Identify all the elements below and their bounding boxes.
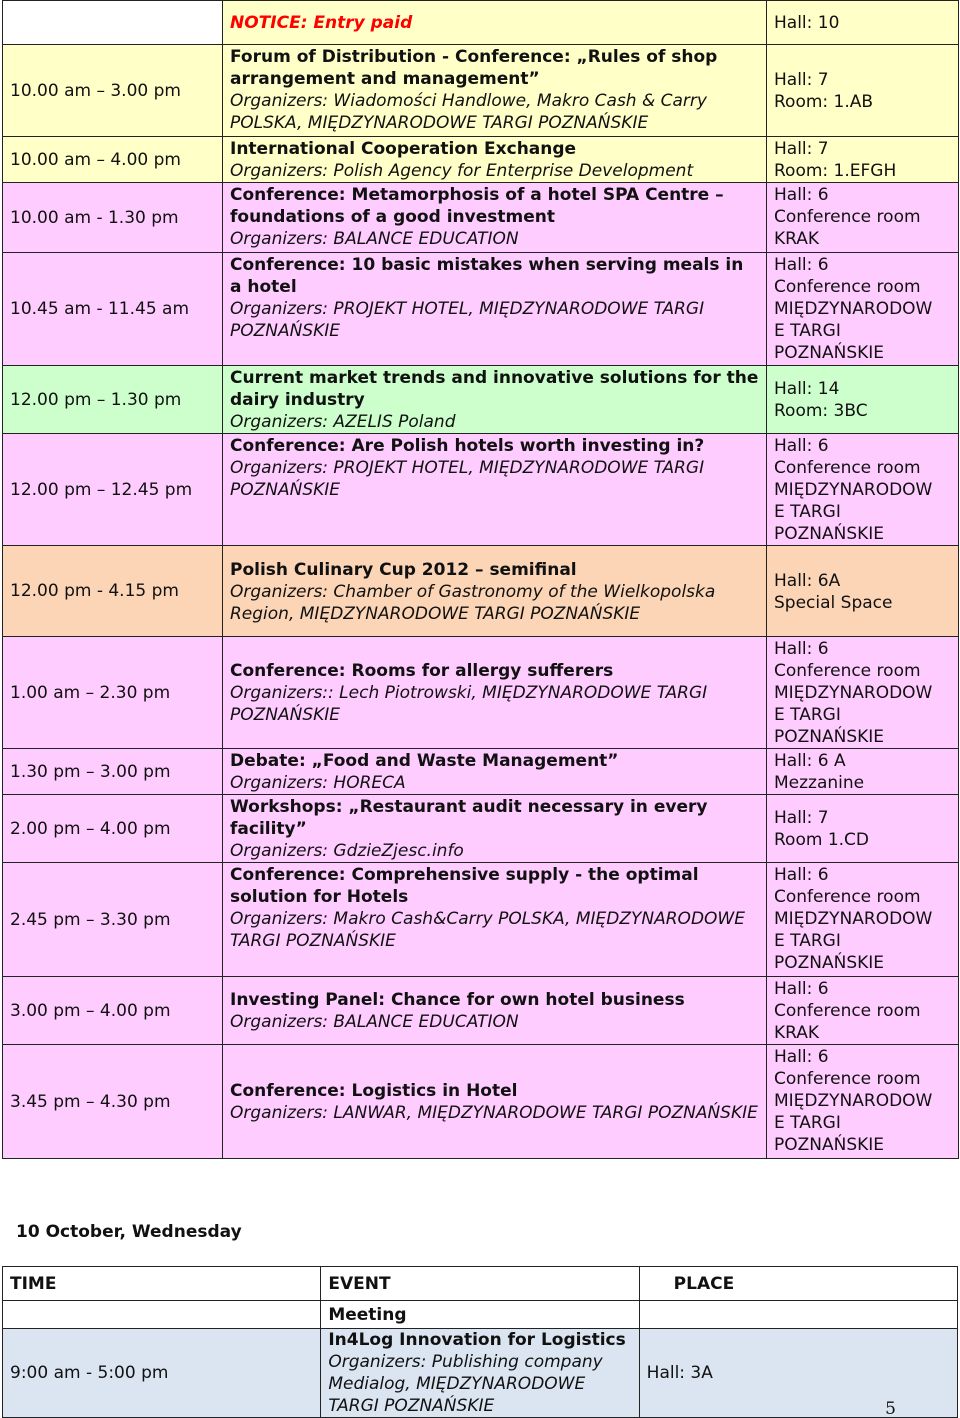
table-row	[3, 749, 959, 795]
event-time: 12.00 pm – 1.30 pm	[3, 366, 223, 434]
event-cell	[223, 253, 767, 366]
event-cell	[223, 1045, 767, 1159]
event-time: 12.00 pm - 4.15 pm	[3, 546, 223, 637]
event-time: 3.45 pm – 4.30 pm	[3, 1045, 223, 1159]
event-place: Hall: 7 Room: 1.EFGH	[767, 137, 959, 183]
event-organizers: Organizers: AZELIS Poland	[230, 412, 456, 432]
event-time: 2.45 pm – 3.30 pm	[3, 863, 223, 977]
event-organizers: Organizers: PROJEKT HOTEL, MIĘDZYNARODOWE TARGI POZNAŃSKIE	[230, 458, 705, 500]
event-time: 10.00 am - 1.30 pm	[3, 183, 223, 253]
notice-place: Hall: 10	[767, 1, 959, 45]
table-row	[3, 977, 959, 1045]
event-cell	[223, 795, 767, 863]
event-organizers: Organizers: Makro Cash&Carry POLSKA, MIĘDZYNARODOWE TARGI POZNAŃSKIE	[230, 909, 745, 951]
event-organizers: Organizers: Chamber of Gastronomy of the Wielkopolska Region, MIĘDZYNARODOWE TARGI POZNAŃSKIE	[230, 581, 716, 624]
event-place: Hall: 6 Conference room KRAK	[767, 977, 959, 1045]
table-row	[3, 45, 959, 137]
event-place: Hall: 7 Room: 1.AB	[767, 45, 959, 137]
event-organizers: Organizers: LANWAR, MIĘDZYNARODOWE TARGI POZNAŃSKIE	[230, 1103, 758, 1123]
table-row	[3, 366, 959, 434]
event-cell	[223, 546, 767, 637]
event-cell	[223, 749, 767, 795]
event-title: Investing Panel: Chance for own hotel business	[230, 990, 685, 1010]
table-row	[3, 1329, 958, 1418]
event-organizers: Organizers: GdzieZjesc.info	[230, 841, 464, 861]
event-place: Hall: 6A Special Space	[767, 546, 959, 637]
notice-row	[3, 1, 959, 45]
event-organizers: Organizers: HORECA	[230, 773, 406, 793]
event-place: Hall: 6 Conference room MIĘDZYNARODOW E TARGI POZNAŃSKIE	[767, 637, 959, 749]
event-cell	[223, 434, 767, 546]
event-title: Conference: Are Polish hotels worth investing in?	[230, 436, 705, 456]
schedule-table	[2, 0, 959, 1159]
table-row	[3, 637, 959, 749]
event-organizers: Organizers: Polish Agency for Enterprise Development	[230, 161, 694, 181]
event-cell	[223, 863, 767, 977]
event-cell	[321, 1329, 639, 1418]
day-heading: 10 October, Wednesday	[16, 1222, 242, 1242]
empty-place-cell	[639, 1301, 957, 1329]
event-place: Hall: 6 Conference room MIĘDZYNARODOW E TARGI POZNAŃSKIE	[767, 863, 959, 977]
event-cell	[223, 366, 767, 434]
event-time: 3.00 pm – 4.00 pm	[3, 977, 223, 1045]
header-row	[3, 1267, 958, 1301]
event-cell	[223, 183, 767, 253]
event-place: Hall: 6 Conference room MIĘDZYNARODOW E TARGI POZNAŃSKIE	[767, 253, 959, 366]
column-header-time: TIME	[3, 1267, 321, 1301]
empty-time-cell	[3, 1, 223, 45]
event-title: In4Log Innovation for Logistics	[328, 1330, 626, 1350]
event-title: Workshops: „Restaurant audit necessary in every facility”	[230, 797, 708, 839]
event-title: Conference: 10 basic mistakes when serving meals in a hotel	[230, 255, 744, 297]
event-cell	[223, 977, 767, 1045]
event-organizers: Organizers: BALANCE EDUCATION	[230, 229, 519, 249]
event-time: 1.00 am – 2.30 pm	[3, 637, 223, 749]
event-cell	[223, 637, 767, 749]
event-place: Hall: 3A	[639, 1329, 957, 1418]
event-cell	[223, 45, 767, 137]
column-header-event: EVENT	[321, 1267, 639, 1301]
page-number: 5	[885, 1399, 896, 1418]
event-place: Hall: 14 Room: 3BC	[767, 366, 959, 434]
event-time: 10.45 am - 11.45 am	[3, 253, 223, 366]
event-place: Hall: 7 Room 1.CD	[767, 795, 959, 863]
event-place: Hall: 6 Conference room MIĘDZYNARODOW E TARGI POZNAŃSKIE	[767, 1045, 959, 1159]
event-title: International Cooperation Exchange	[230, 139, 577, 159]
event-cell	[223, 137, 767, 183]
event-title: Conference: Logistics in Hotel	[230, 1081, 518, 1101]
empty-time-cell	[3, 1301, 321, 1329]
event-title: Polish Culinary Cup 2012 – semifinal	[230, 559, 577, 580]
event-title: Current market trends and innovative solutions for the dairy industry	[230, 368, 759, 410]
event-title: Conference: Comprehensive supply - the optimal solution for Hotels	[230, 865, 699, 907]
table-row	[3, 546, 959, 637]
table-row	[3, 1301, 958, 1329]
table-row	[3, 434, 959, 546]
event-place: Hall: 6 Conference room MIĘDZYNARODOW E TARGI POZNAŃSKIE	[767, 434, 959, 546]
event-title: Debate: „Food and Waste Management”	[230, 751, 619, 771]
event-organizers: Organizers: Publishing company Medialog, MIĘDZYNARODOWE TARGI POZNAŃSKIE	[328, 1352, 603, 1416]
event-title: Conference: Rooms for allergy sufferers	[230, 661, 614, 681]
table-row	[3, 137, 959, 183]
event-place: Hall: 6 Conference room KRAK	[767, 183, 959, 253]
event-organizers: Organizers: Wiadomości Handlowe, Makro Cash & Carry POLSKA, MIĘDZYNARODOWE TARGI POZNAŃSKIE	[230, 91, 707, 133]
event-time: 1.30 pm – 3.00 pm	[3, 749, 223, 795]
table-row	[3, 183, 959, 253]
event-time: 10.00 am – 3.00 pm	[3, 45, 223, 137]
event-organizers: Organizers:: Lech Piotrowski, MIĘDZYNARODOWE TARGI POZNAŃSKIE	[230, 683, 708, 725]
event-time: 9:00 am - 5:00 pm	[3, 1329, 321, 1418]
notice-cell	[223, 1, 767, 45]
october-schedule-table	[2, 1266, 958, 1418]
table-row	[3, 795, 959, 863]
event-place: Hall: 6 A Mezzanine	[767, 749, 959, 795]
column-header-place: PLACE	[639, 1267, 957, 1301]
table-row	[3, 253, 959, 366]
event-time: 10.00 am – 4.00 pm	[3, 137, 223, 183]
event-organizers: Organizers: PROJEKT HOTEL, MIĘDZYNARODOWE TARGI POZNAŃSKIE	[230, 299, 705, 341]
event-title: Forum of Distribution - Conference: „Rules of shop arrangement and management”	[230, 47, 718, 89]
event-time: 12.00 pm – 12.45 pm	[3, 434, 223, 546]
table-row	[3, 1045, 959, 1159]
event-title: Conference: Metamorphosis of a hotel SPA Centre – foundations of a good investment	[230, 185, 724, 227]
event-time: 2.00 pm – 4.00 pm	[3, 795, 223, 863]
event-pre-label: Meeting	[321, 1301, 639, 1329]
event-organizers: Organizers: BALANCE EDUCATION	[230, 1012, 519, 1032]
notice-text: NOTICE: Entry paid	[230, 13, 413, 33]
table-row	[3, 863, 959, 977]
